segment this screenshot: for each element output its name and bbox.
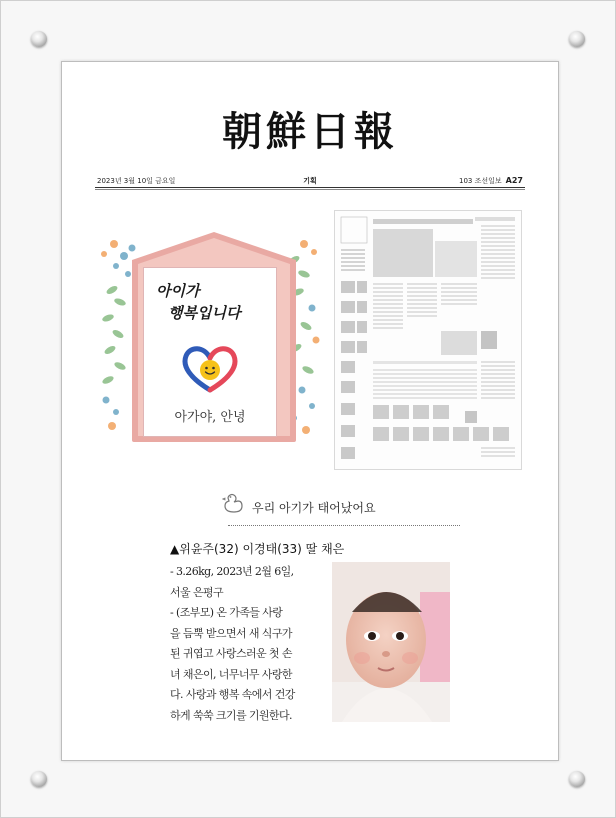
section-title: 우리 아기가 태어났어요 bbox=[252, 501, 376, 515]
newspaper-page bbox=[61, 61, 559, 761]
announcement-line: 된 귀엽고 사랑스러운 첫 손 bbox=[170, 647, 292, 660]
announcement-line: 녀 채은이, 너무너무 사랑한 bbox=[170, 667, 292, 681]
heart-logo-icon bbox=[180, 340, 240, 396]
announcement-line: 하게 쑥쑥 크기를 기원한다. bbox=[170, 708, 292, 722]
announcement-line: 서울 은평구 bbox=[170, 585, 224, 599]
baby-photo bbox=[332, 562, 450, 722]
announcement-line: - (조부모) 온 가족들 사랑 bbox=[170, 606, 283, 619]
screw-bottom-right bbox=[569, 771, 585, 787]
page-info bbox=[459, 176, 523, 186]
slogan-line-2: 행복입니다 bbox=[168, 304, 241, 322]
greeting-card bbox=[143, 267, 277, 437]
masthead: 朝鮮日報 bbox=[222, 108, 398, 155]
screw-top-right bbox=[569, 31, 585, 47]
announcement-line: 다. 사랑과 행복 속에서 건강 bbox=[170, 688, 295, 701]
screw-top-left bbox=[31, 31, 47, 47]
slogan-line-1: 아이가 bbox=[156, 282, 200, 300]
announcement-line: - 3.26kg, 2023년 2월 6일, bbox=[170, 565, 294, 578]
newspaper-thumbnail bbox=[334, 210, 522, 470]
section-divider bbox=[228, 525, 460, 526]
slogan bbox=[152, 280, 272, 324]
announcement-body bbox=[170, 540, 345, 726]
page-code: A27 bbox=[505, 176, 523, 185]
greeting-text: 아가야, 안녕 bbox=[174, 410, 246, 425]
screw-bottom-left bbox=[31, 771, 47, 787]
dateline bbox=[95, 175, 525, 188]
publisher-name: 조선일보 bbox=[474, 177, 502, 185]
announcement-line: 을 듬뿍 받으면서 새 식구가 bbox=[170, 626, 292, 640]
page-number: 103 bbox=[459, 177, 473, 185]
section-label: 기획 bbox=[303, 177, 317, 185]
duck-icon bbox=[222, 492, 244, 514]
announcement-title: ▲위윤주(32) 이경태(33) 딸 채은 bbox=[170, 542, 345, 556]
section-header bbox=[212, 492, 472, 520]
issue-date: 2023년 3월 10일 금요일 bbox=[97, 177, 176, 185]
dateline-rule bbox=[95, 189, 525, 190]
